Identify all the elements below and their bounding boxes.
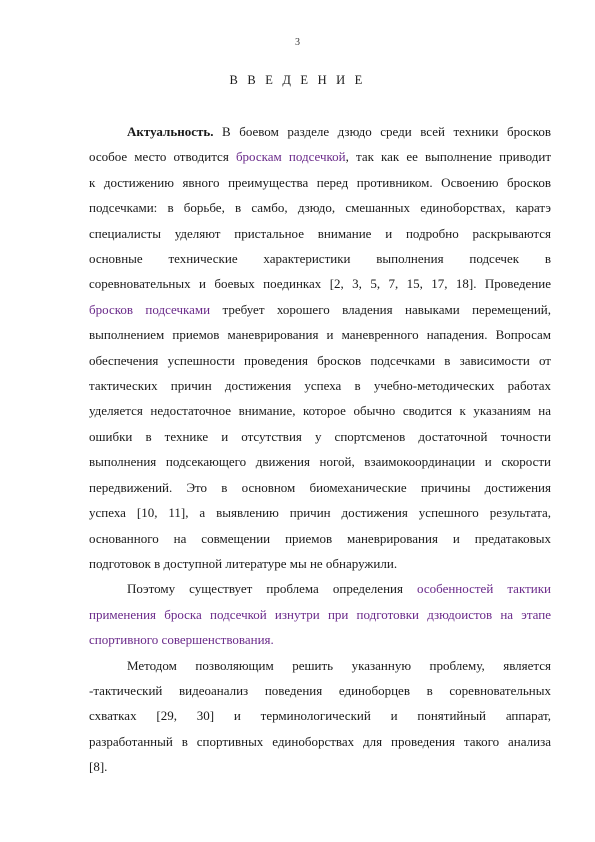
text-run: обеспечения успешности проведения бросков подсечками в зависимости от bbox=[89, 352, 551, 368]
text-line bbox=[89, 602, 551, 627]
paragraph bbox=[89, 653, 551, 780]
text-line bbox=[89, 551, 551, 576]
text-line bbox=[89, 195, 551, 220]
text-run: В боевом разделе дзюдо среди всей техники бросков bbox=[213, 124, 551, 139]
highlighted-term: спортивного совершенствования. bbox=[89, 632, 274, 648]
text-run: [8]. bbox=[89, 759, 108, 775]
text-line bbox=[89, 348, 551, 373]
text-line bbox=[89, 170, 551, 195]
text-line bbox=[89, 398, 551, 423]
highlighted-term: особенностей тактики bbox=[417, 581, 552, 597]
text-run: схватках [29, 30] и терминологический и понятийный аппарат, bbox=[89, 708, 551, 724]
text-run: передвижений. Это в основном биомеханические причины достижения bbox=[89, 479, 551, 495]
text-run: тактических причин достижения успеха в учебно-методических работах bbox=[89, 378, 551, 394]
body-text bbox=[89, 119, 551, 780]
text-run: Поэтому существует проблема определения bbox=[127, 581, 418, 597]
highlighted-term: броскам подсечкой bbox=[235, 149, 346, 165]
text-line bbox=[89, 119, 551, 144]
text-run: подсечками: в борьбе, в самбо, дзюдо, смешанных единоборствах, каратэ bbox=[89, 200, 551, 216]
paragraph bbox=[89, 576, 551, 652]
text-run: разработанный в спортивных единоборствах для проведения такого анализа bbox=[89, 733, 551, 749]
text-line bbox=[89, 500, 551, 525]
text-line bbox=[89, 144, 551, 169]
text-line bbox=[89, 653, 551, 678]
text-run: соревновательных и боевых поединках [2, 3, 5, 7, 15, 17, 18]. Проведение bbox=[89, 276, 551, 292]
text-run: основанного на совмещении приемов маневрирования и предатаковых bbox=[89, 530, 551, 546]
text-run: подготовок в доступной литературе мы не обнаружили. bbox=[89, 555, 398, 571]
section-heading: В В Е Д Е Н И Е bbox=[229, 73, 366, 87]
text-run: -тактический видеоанализ поведения единоборцев в соревновательных bbox=[89, 682, 551, 698]
text-run: к достижению явного преимущества перед противником. Освоению бросков bbox=[89, 174, 551, 190]
text-run: уделяется недостаточное внимание, которое обычно сводится к указаниям на bbox=[89, 403, 551, 419]
text-line bbox=[89, 221, 551, 246]
highlighted-term: применения броска подсечкой изнутри при подготовки дзюдоистов на этапе bbox=[89, 606, 551, 622]
text-run: требует хорошего владения навыками перемещений, bbox=[210, 301, 551, 317]
paragraph bbox=[89, 119, 551, 576]
page-number: 3 bbox=[295, 37, 300, 48]
text-line bbox=[89, 703, 551, 728]
text-run: успеха [10, 11], а выявлению причин достижения успешного результата, bbox=[89, 505, 551, 521]
text-run: ошибки в технике и отсутствия у спортсменов достаточной точности bbox=[89, 428, 551, 444]
text-line bbox=[89, 449, 551, 474]
text-run: специалисты уделяют пристальное внимание и подробно раскрываются bbox=[89, 225, 551, 241]
text-line bbox=[89, 271, 551, 296]
text-line bbox=[89, 729, 551, 754]
text-line bbox=[89, 475, 551, 500]
text-line bbox=[89, 678, 551, 703]
text-run: Методом позволяющим решить указанную проблему, является bbox=[127, 657, 551, 673]
text-line bbox=[89, 246, 551, 271]
text-run: основные технические характеристики выполнения подсечек в bbox=[89, 251, 551, 267]
text-line bbox=[89, 526, 551, 551]
text-run: , так как ее выполнение приводит bbox=[345, 149, 552, 165]
text-run: выполнением приемов маневрирования и маневренного нападения. Вопросам bbox=[89, 327, 551, 343]
text-line bbox=[89, 373, 551, 398]
text-line bbox=[89, 627, 551, 652]
text-line bbox=[89, 424, 551, 449]
text-line bbox=[89, 754, 551, 779]
text-run: особое место отводится bbox=[89, 149, 236, 165]
text-run: выполнения подсекающего движения ногой, взаимокоординации и скорости bbox=[89, 454, 551, 470]
highlighted-term: бросков подсечками bbox=[89, 301, 211, 317]
text-line bbox=[89, 322, 551, 347]
bold-term: Актуальность. bbox=[127, 124, 214, 139]
text-line bbox=[89, 297, 551, 322]
text-line bbox=[89, 576, 551, 601]
